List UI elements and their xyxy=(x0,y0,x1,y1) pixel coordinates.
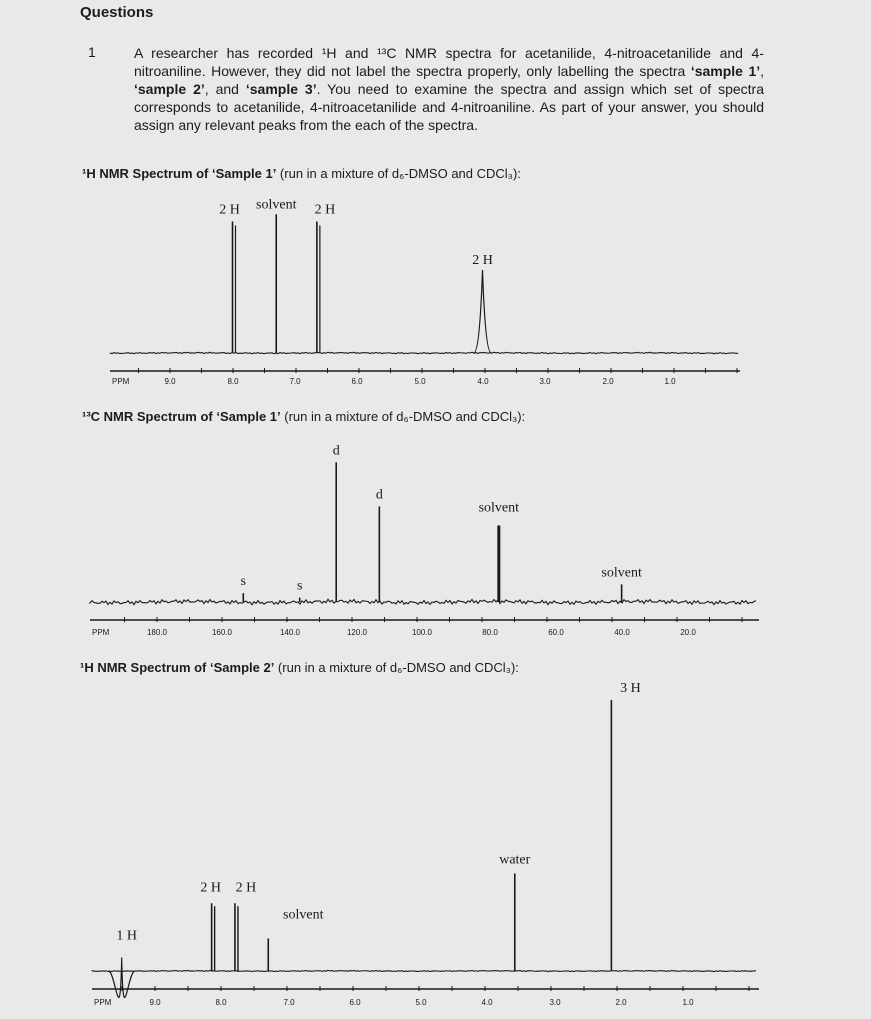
page-heading: Questions xyxy=(80,4,154,21)
tick-label: 180.0 xyxy=(146,628,168,637)
peak-label: s xyxy=(240,574,247,590)
tick-label: 8.0 xyxy=(227,377,239,386)
peak xyxy=(499,852,530,971)
question-text-run: . You need to examine the spectra and assign which set of spectra corresponds to acetanilide, 4-nitroacetanilide and 4-nitroaniline. As part of your answer, you should assign any relevant peaks from the each of the spectra. xyxy=(134,81,765,133)
question-number: 1 xyxy=(88,44,96,60)
spectrum-1h-sample1 xyxy=(0,180,871,395)
tick-label: 5.0 xyxy=(415,998,427,1007)
tick-label: 40.0 xyxy=(614,628,630,637)
peak-label: 2 H xyxy=(472,253,493,269)
sample-name: ‘sample 1’ xyxy=(690,63,761,79)
peak xyxy=(200,880,221,971)
axis-label: PPM xyxy=(94,998,112,1007)
tick-label: 3.0 xyxy=(539,377,551,386)
ppm-axis xyxy=(110,368,740,386)
sample-name: ‘sample 2’ xyxy=(134,81,205,97)
ppm-axis xyxy=(90,617,759,637)
question-text xyxy=(134,44,764,134)
tick-label: 140.0 xyxy=(279,628,301,637)
peak-label: 1 H xyxy=(116,928,137,944)
spectrum-title-conditions: (run in a mixture of d₆-DMSO and CDCl₃): xyxy=(274,660,519,675)
peak-label: 2 H xyxy=(200,880,221,896)
spectrum-title-bold: ¹³C NMR Spectrum of ‘Sample 1’ xyxy=(82,409,281,424)
peak xyxy=(241,574,246,602)
peak-label: s xyxy=(296,578,303,594)
spectrum-title-13c-sample1 xyxy=(82,409,525,424)
peak xyxy=(601,565,642,602)
peak xyxy=(333,443,340,602)
tick-label: 20.0 xyxy=(680,628,696,637)
peak xyxy=(256,197,297,353)
tick-label: 1.0 xyxy=(664,377,676,386)
spectrum-title-1h-sample1 xyxy=(82,166,521,181)
tick-label: 6.0 xyxy=(351,377,363,386)
ppm-axis xyxy=(92,986,759,1007)
spectrum-title-conditions: (run in a mixture of d₆-DMSO and CDCl₃): xyxy=(280,409,526,424)
peak-label: solvent xyxy=(478,500,520,516)
baseline-trace xyxy=(110,352,738,354)
tick-label: 60.0 xyxy=(548,628,564,637)
spectrum-13c-sample1 xyxy=(0,425,871,650)
peak xyxy=(108,928,137,997)
peak-label: solvent xyxy=(256,197,297,213)
tick-label: 5.0 xyxy=(414,377,426,386)
peak-label: solvent xyxy=(283,907,324,923)
question-text-run: A researcher has recorded ¹H and ¹³C NMR spectra for acetanilide, 4-nitroacetanilide and 4-nitroaniline. However, they did not label the spectra properly, only labelling the spectra xyxy=(134,45,764,79)
tick-label: 8.0 xyxy=(215,998,227,1007)
question-text-run: , and xyxy=(204,81,246,97)
tick-label: 160.0 xyxy=(211,628,233,637)
peak xyxy=(297,579,302,602)
tick-label: 7.0 xyxy=(289,377,301,386)
tick-label: 2.0 xyxy=(615,998,627,1007)
peak-label: 2 H xyxy=(219,202,240,218)
question-paragraph xyxy=(134,44,764,134)
axis-label: PPM xyxy=(112,377,130,386)
baseline-trace xyxy=(92,970,756,971)
spectrum-1h-sample2 xyxy=(0,680,871,1019)
tick-label: 4.0 xyxy=(477,377,489,386)
tick-label: 6.0 xyxy=(349,998,361,1007)
peak xyxy=(235,880,256,971)
tick-label: 1.0 xyxy=(682,998,694,1007)
peak xyxy=(479,501,520,602)
tick-label: 80.0 xyxy=(482,628,498,637)
peak-label: d xyxy=(332,443,340,459)
peak-label: 3 H xyxy=(620,681,641,696)
sample-name: ‘sample 3’ xyxy=(245,81,317,97)
tick-label: 100.0 xyxy=(411,628,433,637)
tick-label: 3.0 xyxy=(549,998,561,1007)
spectrum-title-conditions: (run in a mixture of d₆-DMSO and CDCl₃): xyxy=(276,166,521,181)
peak xyxy=(268,907,323,971)
peak xyxy=(472,253,493,353)
spectrum-title-bold: ¹H NMR Spectrum of ‘Sample 1’ xyxy=(82,166,277,181)
peak-line xyxy=(108,957,134,997)
tick-label: 4.0 xyxy=(481,998,493,1007)
tick-label: 9.0 xyxy=(164,377,176,386)
tick-label: 9.0 xyxy=(149,998,161,1007)
axis-label: PPM xyxy=(92,628,110,637)
spectrum-title-bold: ¹H NMR Spectrum of ‘Sample 2’ xyxy=(80,660,275,675)
peak xyxy=(219,202,240,353)
peak-label: water xyxy=(499,852,531,868)
tick-label: 2.0 xyxy=(602,377,614,386)
peak-label: 2 H xyxy=(235,880,257,896)
question-text-run: , xyxy=(760,63,765,79)
peak xyxy=(315,202,336,353)
peak xyxy=(611,681,640,971)
peak xyxy=(376,487,383,602)
peak-label: 2 H xyxy=(314,202,336,218)
peak-label: solvent xyxy=(601,565,642,581)
spectrum-title-1h-sample2 xyxy=(80,660,519,675)
tick-label: 7.0 xyxy=(283,998,295,1007)
peak-label: d xyxy=(375,487,383,503)
tick-label: 120.0 xyxy=(346,628,368,637)
peak-line xyxy=(474,270,492,353)
baseline-trace xyxy=(90,599,756,604)
